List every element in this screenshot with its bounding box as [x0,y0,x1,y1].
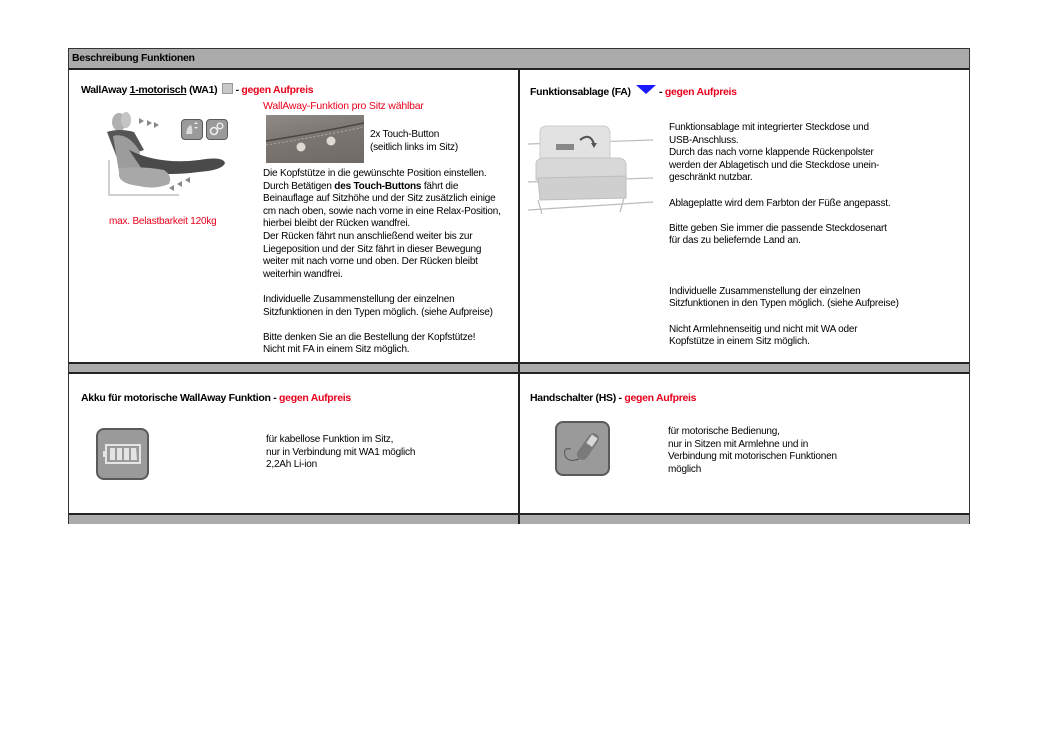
small-square-icon [222,83,233,94]
handschalter-title: Handschalter (HS) - gegen Aufpreis [530,392,697,404]
wallaway-title: WallAway 1-motorisch (WA1) - gegen Aufpreis [81,84,314,96]
wallaway-max-load: max. Belastbarkeit 120kg [109,216,217,227]
funktionsablage-title: Funktionsablage (FA) - gegen Aufpreis [530,86,737,98]
table-header [69,49,969,70]
funktionsablage-description: Funktionsablage mit integrierter Steckdose und USB-Anschluss. Durch das nach vorne klappende Rückenpolster werden der Ablagetisch und die Steckdose unein- geschränkt nutzbar. Ablageplatte wird dem Farbton der Füße angepasst. Bitte geben Sie immer die passende Steckdosenart für das zu beliefernde Land an. Individuelle Zusammenstellung der einzelnen Sitzfunktionen in den Typen möglich. (siehe Aufpreise) Nicht Armlehnenseitig und nicht mit WA oder Kopfstütze in einem Sitz möglich. [669,122,899,348]
wallaway-subtitle: WallAway-Funktion pro Sitz wählbar [263,100,424,112]
cell-funktionsablage [520,70,970,362]
touch-button-label: 2x Touch-Button (seitlich links im Sitz) [370,129,458,153]
touch-button-photo [266,115,364,163]
wallaway-description: Die Kopfstütze in die gewünschte Position einstellen. Durch Betätigen des Touch-Buttons fährt die Beinauflage auf Sitzhöhe und der Sitz zusätzlich einige cm nach oben, sowie nach vorne in eine Relax-Position, hierbei bleibt der Rücken wandfrei. Der Rücken fährt nun anschließend weiter bis zur Liegeposition und der Sitz fährt in dieser Bewegung weiter mit nach vorne und oben. Der Rücken bleibt weiterhin wandfrei. Individuelle Zusammenstellung der einzelnen Sitzfunktionen in den Typen möglich. (siehe Aufpreise) Bitte denken Sie an die Bestellung der Kopfstütze! Nicht mit FA in einem Sitz möglich. [263,168,501,356]
funktionsablage-price: gegen Aufpreis [664,86,737,98]
akku-price: gegen Aufpreis [279,392,351,404]
cell-akku [69,374,518,513]
handschalter-description: für motorische Bedienung, nur in Sitzen mit Armlehne und in Verbindung mit motorischen Funktionen möglich [668,426,837,475]
handschalter-price: gegen Aufpreis [624,392,697,404]
functions-table [68,48,970,524]
sofa-module-icon [528,122,653,217]
akku-description: für kabellose Funktion im Sitz, nur in Verbindung mit WA1 möglich 2,2Ah Li-ion [266,434,416,471]
battery-icon [96,428,149,480]
akku-title: Akku für motorische WallAway Funktion - gegen Aufpreis [81,392,351,404]
seat-adjust-icon [181,119,203,140]
gears-icon [206,119,228,140]
cell-handschalter [520,374,970,513]
cell-wallaway [69,70,518,362]
blue-triangle-icon [636,85,656,95]
table-title: Beschreibung Funktionen [72,52,195,64]
wallaway-title-underlined: 1-motorisch [129,84,187,96]
wallaway-price: gegen Aufpreis [241,84,314,96]
hand-switch-icon [555,421,610,476]
